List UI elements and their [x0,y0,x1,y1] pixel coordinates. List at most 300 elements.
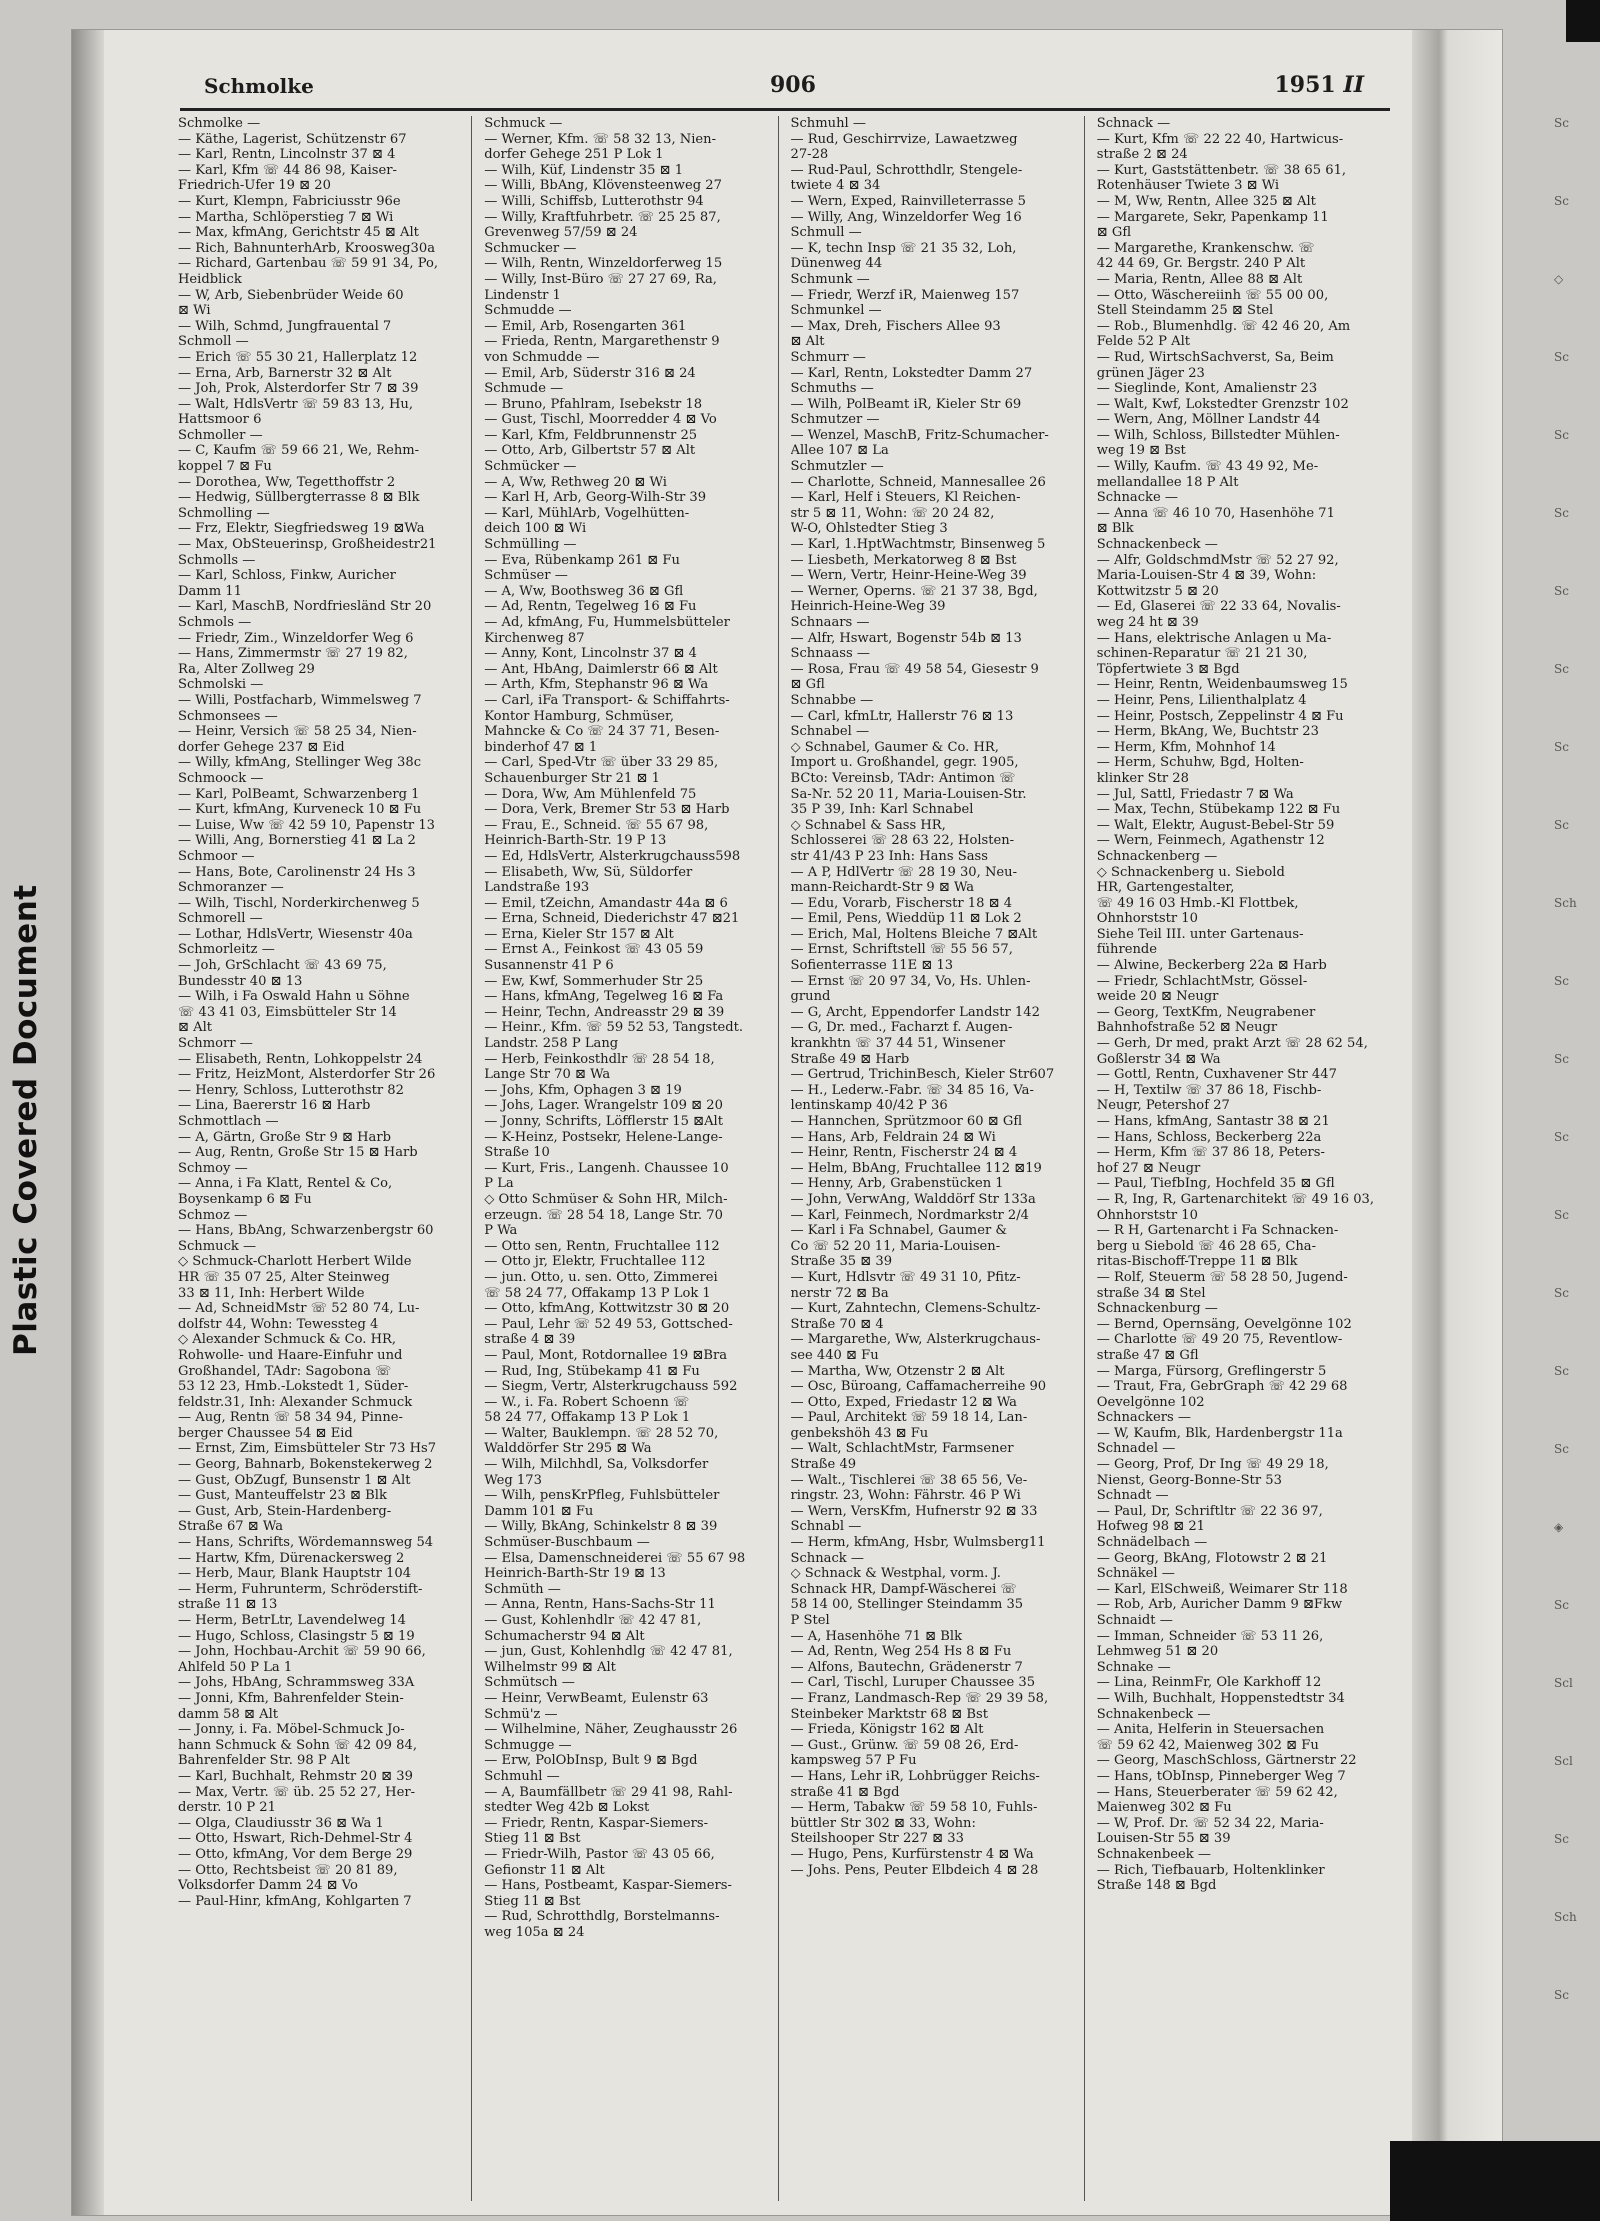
directory-entry-line: — Heinr, Postsch, Zeppelinstr 4 ⊠ Fu [1096,708,1344,724]
directory-entry-line: — G, Dr. med., Facharzt f. Augen- [790,1020,1013,1036]
directory-entry-line: schinen-Reparatur ☏ 21 21 30, [1096,646,1308,662]
directory-entry-line: straße 47 ⊠ Gfl [1096,1347,1199,1363]
directory-entry-line: — W, Prof. Dr. ☏ 52 34 22, Maria- [1096,1815,1324,1831]
directory-entry-line: — Ad, Rentn, Weg 254 Hs 8 ⊠ Fu [790,1644,1012,1660]
directory-entry-line: — Erich, Mal, Holtens Bleiche 7 ⊠Alt [790,926,1038,942]
directory-entry-line: — Gust, ObZugf, Bunsenstr 1 ⊠ Alt [178,1472,411,1488]
surname-heading: Schnack — [790,1550,864,1566]
directory-entry-line: — Wilh, i Fa Oswald Hahn u Söhne [178,989,410,1005]
directory-entry-line: — Carl, Tischl, Luruper Chaussee 35 [790,1675,1036,1691]
surname-heading: Schmorleitz — [178,942,275,958]
directory-entry-line: — A, Hasenhöhe 71 ⊠ Blk [790,1628,963,1644]
directory-entry-line: — Hans, BbAng, Schwarzenbergstr 60 [178,1223,434,1239]
directory-entry-line: — Rob., Blumenhdlg. ☏ 42 46 20, Am [1096,318,1351,334]
surname-heading: Schnack — [1096,116,1171,131]
surname-heading: Schmoller — [178,427,263,443]
directory-entry-line: — W, Arb, Siebenbrüder Weide 60 [178,287,404,303]
directory-entry-line: — Martha, Schlöperstieg 7 ⊠ Wi [178,209,394,225]
directory-entry-line: — Karl, Feinmech, Nordmarkstr 2/4 [790,1207,1029,1223]
facing-page-fragment: Sc [1554,740,1569,754]
directory-entry-line: — Heinr, Rentn, Weidenbaumsweg 15 [1096,677,1348,693]
directory-entry-line: BCto: Vereinsb, TAdr: Antimon ☏ [790,770,1016,786]
directory-entry-line: — K-Heinz, Postsekr, Helene-Lange- [484,1129,723,1145]
directory-entry-line: genbekshöh 43 ⊠ Fu [790,1425,929,1441]
directory-entry-line: Kirchenweg 87 [484,630,585,646]
surname-heading: Schnadel — [1096,1441,1176,1457]
directory-entry-line: — Henry, Schloss, Lutterothstr 82 [178,1082,404,1098]
directory-entry-line: — Wilh, Rentn, Winzeldorferweg 15 [484,256,723,272]
directory-entry-line: — Gertrud, TrichinBesch, Kieler Str607 [790,1067,1055,1083]
directory-entry-line: — John, Hochbau-Archit ☏ 59 90 66, [178,1644,426,1660]
facing-page-fragment: Sc [1554,1130,1569,1144]
directory-entry-line: — Paul, TiefbIng, Hochfeld 35 ⊠ Gfl [1096,1176,1335,1192]
directory-entry-line: — Willi, Postfacharb, Wimmelsweg 7 [178,692,422,708]
directory-entry-line: straße 41 ⊠ Bgd [790,1784,900,1800]
facing-page-fragment: Sc [1554,1286,1569,1300]
directory-entry-line: — Jonny, Schrifts, Löfflerstr 15 ⊠Alt [484,1114,723,1129]
directory-column-1 [178,116,472,2201]
directory-entry-line: — Heinr., Kfm. ☏ 59 52 53, Tangstedt. [484,1020,744,1036]
directory-entry-line: straße 2 ⊠ 24 [1096,147,1188,163]
directory-entry-line: straße 4 ⊠ 39 [484,1332,576,1348]
directory-entry-line: — Otto, Hswart, Rich-Dehmel-Str 4 [178,1831,413,1847]
directory-entry-line: Schnack HR, Dampf-Wäscherei ☏ [790,1581,1017,1597]
surname-heading: Schnacke — [1096,490,1178,506]
surname-heading: Schmü'z — [484,1706,558,1722]
directory-entry-line: — Anita, Helferin in Steuersachen [1096,1722,1325,1738]
directory-entry-line: — Karl, MaschB, Nordfriesländ Str 20 [178,599,432,615]
directory-entry-line: — Osc, Büroang, Caffamacherreihe 90 [790,1379,1047,1395]
facing-page-fragment: Sch [1554,896,1577,910]
directory-entry-line: ⊠ Alt [790,334,825,350]
directory-entry-line: Lehmweg 51 ⊠ 20 [1096,1644,1219,1660]
directory-entry-line: Siehe Teil III. unter Gartenaus- [1096,926,1304,942]
firm-entry-line: ◇ Schnabel, Gaumer & Co. HR, [790,739,999,755]
directory-entry-line: — Heinr, Rentn, Fischerstr 24 ⊠ 4 [790,1145,1018,1161]
plastic-covered-stamp: Plastic Covered Document [8,884,44,1356]
facing-page-fragment: Sc [1554,662,1569,676]
directory-entry-line: — Jonny, i. Fa. Möbel-Schmuck Jo- [178,1722,405,1738]
directory-entry-line: — Rich, BahnunterhArb, Krooswеg30a [178,240,436,256]
directory-entry-line: — Paul, Architekt ☏ 59 18 14, Lan- [790,1410,1028,1426]
directory-entry-line: — K, techn Insp ☏ 21 35 32, Loh, [790,240,1017,256]
directory-entry-line: — Arth, Kfm, Stephanstr 96 ⊠ Wa [484,677,709,693]
directory-entry-line: — Willi, BbAng, Klövensteenweg 27 [484,178,722,194]
directory-entry-line: — Jul, Sattl, Friedastr 7 ⊠ Wa [1096,786,1294,802]
directory-entry-line: Walddörfer Str 295 ⊠ Wa [484,1441,652,1457]
directory-entry-line: mellandallee 18 P Alt [1096,474,1239,490]
directory-entry-line: — C, Kaufm ☏ 59 66 21, We, Rehm- [178,443,420,459]
directory-entry-line: klinker Str 28 [1096,770,1189,786]
directory-entry-line: — Rud, WirtschSachverst, Sa, Beim [1096,349,1334,365]
directory-entry-line: — Wilh, PolBeamt iR, Kieler Str 69 [790,396,1022,412]
directory-entry-line: — Hannchen, Sprützmoor 60 ⊠ Gfl [790,1114,1023,1129]
directory-entry-line: — Paul, Mont, Rotdornallee 19 ⊠Bra [484,1347,728,1363]
directory-entry-line: — Margarethe, Krankenschw. ☏ [1096,240,1315,256]
directory-entry-line: — Wern, Ang, Möllner Landstr 44 [1096,412,1321,428]
directory-entry-line: — Herm, BkAng, We, Buchtstr 23 [1096,724,1319,740]
surname-heading: Schnabbe — [790,692,874,708]
directory-entry-line: — Heinr, Techn, Andreasstr 29 ⊠ 39 [484,1004,725,1020]
directory-entry-line: kampsweg 57 P Fu [790,1753,917,1769]
directory-entry-line: — Georg, MaschSchloss, Gärtnerstr 22 [1096,1753,1357,1769]
directory-entry-line: — Georg, Prof, Dr Ing ☏ 49 29 18, [1096,1457,1329,1473]
scan-corner-top-right [1566,0,1600,42]
directory-entry-line: 58 24 77, Offakamp 13 P Lok 1 [484,1410,691,1426]
surname-heading: Schnaidt — [1096,1613,1173,1628]
directory-entry-line: — Gust, Kohlenhdlr ☏ 42 47 81, [484,1613,702,1628]
directory-entry-line: — Hans, elektrische Anlagen u Ma- [1096,630,1332,646]
directory-entry-line: ⊠ Wi [178,303,211,319]
directory-entry-line: Schumacherstr 94 ⊠ Alt [484,1628,645,1644]
directory-entry-line: Rotenhäuser Twiete 3 ⊠ Wi [1096,178,1280,194]
directory-entry-line: — Hugo, Pens, Kurfürstenstr 4 ⊠ Wa [790,1846,1034,1862]
directory-entry-line: — Olga, Claudiusstr 36 ⊠ Wa 1 [178,1815,384,1831]
directory-entry-line: — Otto, Rechtsbeist ☏ 20 81 89, [178,1862,398,1878]
directory-entry-line: — Hans, tObInsp, Pinneberger Weg 7 [1096,1768,1346,1784]
directory-entry-line: — Luise, Ww ☏ 42 59 10, Papenstr 13 [178,817,436,833]
directory-entry-line: Straße 67 ⊠ Wa [178,1519,284,1535]
directory-entry-line: Nienst, Georg-Bonne-Str 53 [1096,1472,1282,1488]
directory-entry-line: lentinskamp 40/42 P 36 [790,1098,948,1114]
directory-entry-line: — M, Ww, Rentn, Allee 325 ⊠ Alt [1096,193,1316,209]
directory-entry-line: mann-Reichardt-Str 9 ⊠ Wa [790,880,975,896]
directory-entry-line: Co ☏ 52 20 11, Maria-Louisen- [790,1238,1001,1254]
directory-entry-line: — A, Ww, Rethweg 20 ⊠ Wi [484,474,667,490]
directory-entry-line: — Heinr, Pens, Lilienthalplatz 4 [1096,692,1307,708]
directory-entry-line: — Frau, E., Schneid. ☏ 55 67 98, [484,817,709,833]
directory-entry-line: Damm 11 [178,583,242,599]
directory-entry-line: — Kurt, Kfm ☏ 22 22 40, Hartwicus- [1096,131,1344,147]
directory-entry-line: — Hans, Schrifts, Wördemannsweg 54 [178,1535,434,1551]
directory-entry-line: — Hans, Arb, Feldrain 24 ⊠ Wi [790,1129,996,1145]
surname-heading: Schnaars — [790,615,870,630]
directory-entry-line: Ra, Alter Zollweg 29 [178,661,315,677]
facing-page-fragment: Sc [1554,584,1569,598]
surname-heading: Schmücker — [484,459,577,475]
directory-entry-line: Mahncke & Co ☏ 24 37 71, Besen- [484,724,720,740]
directory-entry-line: Friedrich-Ufer 19 ⊠ 20 [178,178,331,194]
directory-entry-line: — Wilh, Schmd, Jungfrauental 7 [178,318,392,334]
directory-entry-line: Bahrenfelder Str. 98 P Alt [178,1753,350,1769]
directory-entry-line: straße 11 ⊠ 13 [178,1597,278,1613]
directory-entry-line: — Willy, Kaufm. ☏ 43 49 92, Me- [1096,459,1319,475]
directory-entry-line: — Friedr, SchlachtMstr, Gössel- [1096,973,1308,989]
surname-heading: Schmülling — [484,537,577,553]
directory-entry-line: — Max, Vertr. ☏ üb. 25 52 27, Her- [178,1784,416,1800]
directory-entry-line: — John, VerwAng, Walddörf Str 133a [790,1191,1036,1207]
directory-entry-line: — Rud, Geschirrvize, Lawaetzweg [790,131,1018,147]
directory-entry-line: — Johs, Kfm, Ophagen 3 ⊠ 19 [484,1082,682,1098]
directory-entry-line: — Max, ObSteuerinsp, Großheidestr21 [178,537,437,553]
surname-heading: Schmoy — [178,1160,248,1176]
directory-entry-line: — A P, HdlVertr ☏ 28 19 30, Neu- [790,864,1018,880]
surname-heading: Schnakenbeck — [1096,1706,1211,1722]
surname-heading: Schnadt — [1096,1488,1169,1504]
directory-entry-line: Maienweg 302 ⊠ Fu [1096,1800,1232,1816]
directory-entry-line: — Siegm, Vertr, Alsterkrugchauss 592 [484,1379,738,1395]
directory-entry-line: — Rud, Schrotthdlg, Borstelmanns- [484,1909,720,1925]
directory-entry-line: büttler Str 302 ⊠ 33, Wohn: [790,1815,976,1831]
surname-heading: Schnabel — [790,724,870,740]
directory-entry-line: — W, Kaufm, Blk, Hardenbergstr 11a [1096,1425,1343,1441]
directory-entry-line: — Emil, Arb, Süderstr 316 ⊠ 24 [484,365,696,381]
directory-entry-line: — Kurt, Hdlsvtr ☏ 49 31 10, Pfitz- [790,1269,1021,1285]
directory-entry-line: Kontor Hamburg, Schmüser, [484,708,675,724]
directory-entry-line: koppel 7 ⊠ Fu [178,459,272,475]
directory-entry-line: — Karl H, Arb, Georg-Wilh-Str 39 [484,490,707,506]
directory-entry-line: — Max, Techn, Stübekamp 122 ⊠ Fu [1096,802,1341,818]
directory-entry-line: — Hans, Postbeamt, Kaspar-Siemers- [484,1878,732,1894]
directory-entry-line: Straße 70 ⊠ 4 [790,1316,884,1332]
directory-entry-line: ⊠ Alt [178,1020,213,1036]
directory-entry-line: — Wilh, pensKrPfleg, Fuhlsbütteler [484,1488,720,1504]
directory-entry-line: — Elsa, Damenschneiderei ☏ 55 67 98 [484,1550,746,1566]
directory-entry-line: — Otto jr, Elektr, Fruchtallee 112 [484,1254,706,1270]
directory-entry-line: hof 27 ⊠ Neugr [1096,1160,1201,1176]
directory-entry-line: — A, Ww, Boothsweg 36 ⊠ Gfl [484,583,684,599]
directory-entry-line: — Hans, Schloss, Beckerberg 22a [1096,1129,1322,1145]
directory-entry-line: — Werner, Kfm. ☏ 58 32 13, Nien- [484,131,717,147]
directory-entry-line: — Rud, Ing, Stübekamp 41 ⊠ Fu [484,1363,700,1379]
directory-entry-line: — Georg, BkAng, Flotowstr 2 ⊠ 21 [1096,1550,1328,1566]
directory-entry-line: — Walt, Kwf, Lokstedter Grenzstr 102 [1096,396,1349,412]
directory-entry-line: — Gust, Arb, Stein-Hardenberg- [178,1503,392,1519]
directory-entry-line: P Wa [484,1223,518,1239]
directory-entry-line: — Frieda, Rentn, Margarethenstr 9 [484,334,720,350]
firm-entry-line: ◇ Otto Schmüser & Sohn HR, Milch- [484,1191,728,1207]
firm-entry-line: ◇ Schnack & Westphal, vorm. J. [790,1566,1001,1582]
surname-heading: Schmütsch — [484,1675,575,1691]
facing-page-fragment: ◈ [1554,1520,1564,1534]
directory-entry-line: — Anny, Kont, Lincolnstr 37 ⊠ 4 [484,646,697,662]
directory-entry-line: Sofienterrasse 11E ⊠ 13 [790,958,954,974]
directory-entry-line: Straße 148 ⊠ Bgd [1096,1878,1217,1894]
directory-entry-line: — Willy, Ang, Winzeldorfer Weg 16 [790,209,1022,225]
directory-entry-line: ⊠ Blk [1096,521,1134,537]
directory-entry-line: — Hans, kfmAng, Tegelweg 16 ⊠ Fa [484,989,724,1005]
surname-heading: Schnackenburg — [1096,1301,1218,1317]
directory-entry-line: Töpfertwiete 3 ⊠ Bgd [1096,661,1240,677]
directory-entry-line: — Bruno, Pfahlram, Isebekstr 18 [484,396,703,412]
facing-page-fragment: Sc [1554,818,1569,832]
directory-entry-line: — Hans, Steuerberater ☏ 59 62 42, [1096,1784,1338,1800]
directory-entry-line: dolfstr 44, Wohn: Tewessteg 4 [178,1316,379,1332]
directory-column-2 [484,116,778,2201]
directory-entry-line: 33 ⊠ 11, Inh: Herbert Wilde [178,1285,365,1301]
facing-page-fragment: Sc [1554,428,1569,442]
directory-entry-line: — Rich, Tiefbauarb, Holtenklinker [1096,1862,1325,1878]
directory-entry-line: — Wern, Feinmech, Agathenstr 12 [1096,833,1325,849]
directory-entry-line: — Rob, Arb, Auricher Damm 9 ⊠Fkw [1096,1597,1343,1613]
directory-entry-line: — Charlotte, Schneid, Mannesallee 26 [790,474,1046,490]
directory-entry-line: see 440 ⊠ Fu [790,1347,879,1363]
directory-entry-line: — Dorothea, Ww, Tegetthoffstr 2 [178,474,396,490]
directory-entry-line: Schlosserei ☏ 28 63 22, Holsten- [790,833,1015,849]
binding-gutter [72,30,104,2215]
directory-entry-line: W-O, Ohlstedter Stieg 3 [790,521,948,537]
directory-entry-line: — Erna, Arb, Barnerstr 32 ⊠ Alt [178,365,392,381]
surname-heading: Schmolls — [178,552,256,568]
directory-entry-line: — Max, kfmAng, Gerichtstr 45 ⊠ Alt [178,225,419,241]
directory-entry-line: — Otto, Exped, Friedastr 12 ⊠ Wa [790,1394,1017,1410]
directory-entry-line: 58 14 00, Stellinger Steindamm 35 [790,1597,1024,1613]
directory-entry-line: — Eva, Rübenkamp 261 ⊠ Fu [484,552,680,568]
directory-column-4 [1097,116,1390,2201]
directory-entry-line: — Liesbeth, Merkatorweg 8 ⊠ Bst [790,552,1017,568]
directory-entry-line: — Henny, Arb, Grabenstücken 1 [790,1176,1004,1192]
directory-entry-line: — Frieda, Königstr 162 ⊠ Alt [790,1722,984,1738]
directory-entry-line: — Gottl, Rentn, Cuxhavener Str 447 [1096,1067,1337,1083]
facing-page-fragment: Sc [1554,1832,1569,1846]
directory-entry-line: ritas-Bischoff-Treppe 11 ⊠ Blk [1096,1254,1298,1270]
directory-entry-line: — Erna, Schneid, Diederichstr 47 ⊠21 [484,911,740,927]
directory-entry-line: ☏ 58 24 77, Offakamp 13 P Lok 1 [484,1285,711,1301]
directory-entry-line: — Martha, Ww, Otzenstr 2 ⊠ Alt [790,1363,1005,1379]
directory-entry-line: Ohnhorststr 10 [1096,911,1198,927]
directory-entry-line: — Ad, SchneidMstr ☏ 52 80 74, Lu- [178,1301,420,1317]
directory-entry-line: — Karl, Rentn, Lokstedter Damm 27 [790,365,1033,381]
directory-entry-line: Louisen-Str 55 ⊠ 39 [1096,1831,1231,1847]
directory-entry-line: — jun, Gust, Kohlenhdlg ☏ 42 47 81, [484,1644,733,1660]
directory-entry-line: Steilshooper Str 227 ⊠ 33 [790,1831,964,1847]
directory-entry-line: — Herm, BetrLtr, Lavendelweg 14 [178,1613,406,1628]
surname-heading: Schmudde — [484,303,572,319]
directory-entry-line: — Erich ☏ 55 30 21, Hallerplatz 12 [178,349,418,365]
surname-heading: Schmuths — [790,381,874,397]
directory-entry-line: — Margarethe, Ww, Alsterkrugchaus- [790,1332,1041,1348]
directory-entry-line: — Gust., Grünw. ☏ 59 08 26, Erd- [790,1737,1019,1753]
directory-entry-line: — Marga, Fürsorg, Greflingerstr 5 [1096,1363,1327,1379]
surname-heading: Schmull — [790,225,862,241]
directory-entry-line: damm 58 ⊠ Alt [178,1706,279,1722]
directory-entry-line: — Willy, BkAng, Schinkelstr 8 ⊠ 39 [484,1519,718,1535]
directory-entry-line: — Johs, Lager. Wrangelstr 109 ⊠ 20 [484,1098,723,1114]
directory-entry-line: Lindenstr 1 [484,287,561,303]
directory-entry-line: — Ed, Glaserei ☏ 22 33 64, Novalis- [1096,599,1341,615]
directory-entry-line: — Wilh, Tischl, Norderkirchenweg 5 [178,895,420,911]
directory-entry-line: Heidblick [178,271,242,287]
directory-entry-line: — Herm, Kfm ☏ 37 86 18, Peters- [1096,1145,1325,1161]
directory-entry-line: — Herm, Tabakw ☏ 59 58 10, Fuhls- [790,1800,1038,1816]
directory-entry-line: — Carl, kfmLtr, Hallerstr 76 ⊠ 13 [790,708,1014,724]
directory-entry-line: — Ed, HdlsVertr, Alsterkrugchauss598 [484,848,741,864]
directory-entry-line: — A, Baumfällbetr ☏ 29 41 98, Rahl- [484,1784,733,1800]
directory-entry-line: berg u Siebold ☏ 46 28 65, Cha- [1096,1238,1317,1254]
directory-entry-line: — Friedr-Wilh, Pastor ☏ 43 05 66, [484,1846,715,1862]
directory-entry-line: Straße 49 [790,1457,857,1473]
directory-entry-line: — Herm, kfmAng, Hsbr, Wulmsberg11 [790,1535,1046,1551]
directory-entry-line: — jun. Otto, u. sen. Otto, Zimmerei [484,1269,718,1285]
directory-entry-line: — H, Textilw ☏ 37 86 18, Fischb- [1096,1082,1322,1098]
facing-page-fragment: Sc [1554,974,1569,988]
directory-entry-line: — Heinr, VerwBeamt, Eulenstr 63 [484,1690,709,1706]
directory-entry-line: führende [1096,942,1158,958]
directory-entry-line: — Georg, Bahnarb, Bokenstekerweg 2 [178,1457,433,1473]
surname-heading: Schnaass — [790,646,870,662]
directory-entry-line: Lange Str 70 ⊠ Wa [484,1067,611,1083]
directory-entry-line: — Karl, PolBeamt, Schwarzenberg 1 [178,786,420,802]
facing-page-fragment: ◇ [1554,272,1564,286]
directory-entry-line: — Edu, Vorarb, Fischerstr 18 ⊠ 4 [790,895,1013,911]
directory-entry-line: 27-28 [790,147,829,163]
directory-entry-line: Stieg 11 ⊠ Bst [484,1893,581,1909]
directory-entry-line: — Hans, kfmAng, Santastr 38 ⊠ 21 [1096,1114,1330,1129]
directory-entry-line: — Karl, Buchhalt, Rehmstr 20 ⊠ 39 [178,1768,413,1784]
directory-entry-line: — Alwine, Beckerberg 22a ⊠ Harb [1096,958,1327,974]
directory-entry-line: — Ew, Kwf, Sommerhuder Str 25 [484,973,704,989]
directory-entry-line: HR ☏ 35 07 25, Alter Steinweg [178,1269,390,1285]
facing-page-fragment: Sc [1554,1364,1569,1378]
directory-entry-line: — W., i. Fa. Robert Schoenn ☏ [484,1394,690,1410]
directory-entry-line: Gefionstr 11 ⊠ Alt [484,1862,605,1878]
directory-entry-line: — Käthe, Lagerist, Schützenstr 67 [178,131,407,147]
directory-entry-line: Weg 173 [484,1472,542,1488]
directory-entry-line: — Lothar, HdlsVertr, Wiesenstr 40a [178,926,413,942]
directory-entry-line: — Johs, HbAng, Schrammsweg 33A [178,1675,415,1691]
surname-heading: Schnackers — [1096,1410,1191,1426]
directory-entry-line: Wilhelmstr 99 ⊠ Alt [484,1659,616,1675]
directory-entry-line: — Walt, HdlsVertr ☏ 59 83 13, Hu, [178,396,413,412]
directory-entry-line: — Walt, Elektr, August-Bebel-Str 59 [1096,817,1335,833]
directory-entry-line: straße 34 ⊠ Stel [1096,1285,1206,1301]
directory-entry-line: — Willy, Kraftfuhrbetr. ☏ 25 25 87, [484,209,721,225]
directory-entry-line: Dünenweg 44 [790,256,883,272]
surname-heading: Schnäkel — [1096,1566,1175,1582]
firm-entry-line: ◇ Schnackenberg u. Siebold [1096,864,1285,880]
directory-entry-line: Ohnhorststr 10 [1096,1207,1198,1223]
surname-heading: Schmoock — [178,770,264,786]
directory-entry-line: — Emil, Pens, Wieddüp 11 ⊠ Lok 2 [790,911,1022,927]
surname-heading: Schnabl — [790,1519,862,1535]
directory-entry-line: — Ernst ☏ 20 97 34, Vo, Hs. Uhlen- [790,973,1031,989]
directory-entry-line: — Walt, SchlachtMstr, Farmsener [790,1441,1014,1457]
directory-entry-line: — Wilh, Küf, Lindenstr 35 ⊠ 1 [484,162,684,178]
facing-page-fragment: Sc [1554,1598,1569,1612]
directory-entry-line: — Kurt, Klempn, Fabriciusstr 96e [178,193,401,209]
directory-entry-line: — A, Gärtn, Große Str 9 ⊠ Harb [178,1129,391,1145]
directory-entry-line: — Anna, i Fa Klatt, Rentel & Co, [178,1176,393,1192]
directory-entry-line: Landstr. 258 P Lang [484,1036,619,1052]
directory-entry-line: — Charlotte ☏ 49 20 75, Reventlow- [1096,1332,1343,1348]
directory-entry-line: — Joh, GrSchlacht ☏ 43 69 75, [178,958,387,974]
edition-year: 1951 [1274,72,1336,98]
directory-entry-line: — Ernst, Schriftstell ☏ 55 56 57, [790,942,1013,958]
directory-entry-line: P La [484,1176,514,1192]
directory-entry-line: ringstr. 23, Wohn: Fährstr. 46 P Wi [790,1488,1021,1504]
directory-entry-line: Schauenburger Str 21 ⊠ 1 [484,770,660,786]
edition-label [1275,72,1365,98]
directory-entry-line: Volksdorfer Damm 24 ⊠ Vo [178,1878,358,1894]
directory-entry-line: — Willy, kfmAng, Stellinger Weg 38c [178,755,422,771]
directory-entry-line: — Aug, Rentn, Große Str 15 ⊠ Harb [178,1145,418,1161]
directory-entry-line: berger Chaussee 54 ⊠ Eid [178,1425,353,1441]
directory-entry-line: dorfer Gehege 237 ⊠ Eid [178,739,345,755]
directory-entry-line: — Karl, Rentn, Lincolnstr 37 ⊠ 4 [178,147,396,163]
directory-entry-line: Stell Steindamm 25 ⊠ Stel [1096,303,1274,319]
directory-entry-line: — Erw, PolObInsp, Bult 9 ⊠ Bgd [484,1753,698,1769]
directory-entry-line: 53 12 23, Hmb.-Lokstedt 1, Süder- [178,1379,409,1395]
directory-entry-line: — Kurt, kfmAng, Kurveneck 10 ⊠ Fu [178,802,422,818]
firm-entry-line: ◇ Schnabel & Sass HR, [790,817,946,833]
directory-entry-line: Grevenweg 57/59 ⊠ 24 [484,225,638,241]
page-header [180,68,1390,111]
directory-entry-line: — Willy, Inst-Büro ☏ 27 27 69, Ra, [484,271,717,287]
directory-entry-line: — Otto, kfmAng, Vor dem Berge 29 [178,1846,413,1862]
directory-entry-line: ⊠ Gfl [790,677,825,693]
surname-heading: Schmucker — [484,240,577,256]
directory-entry-line: Felde 52 P Alt [1096,334,1191,350]
